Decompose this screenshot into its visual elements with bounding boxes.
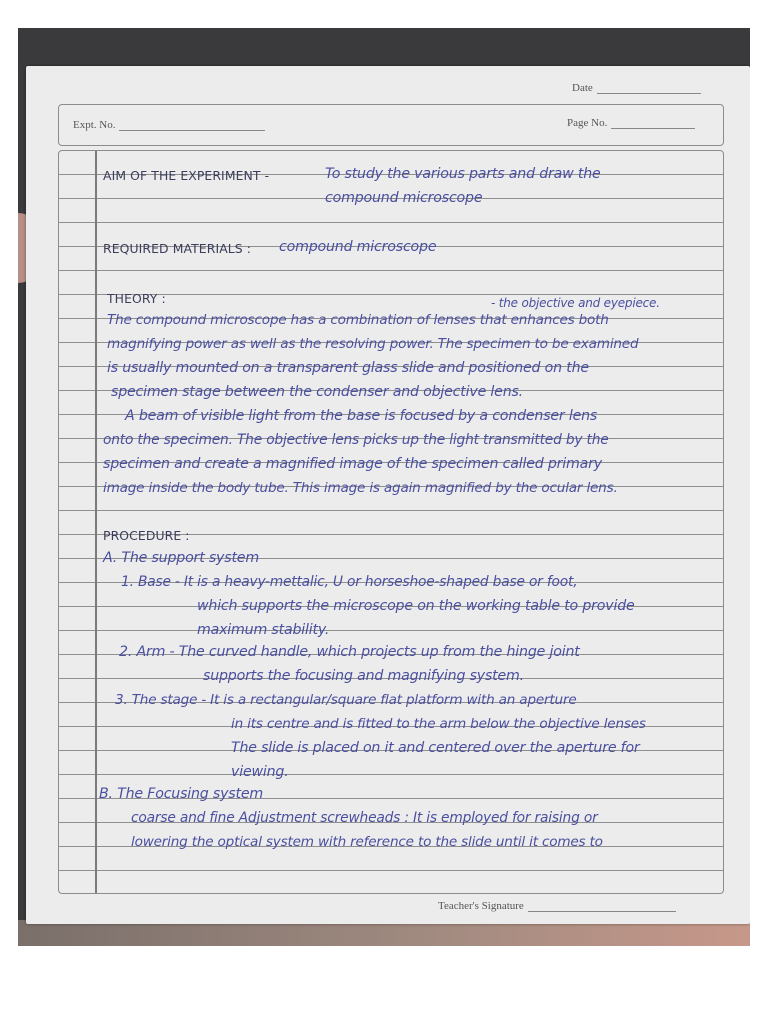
stage-line-3: The slide is placed on it and centered over the aperture for <box>231 740 640 756</box>
aim-text-1: To study the various parts and draw the <box>325 166 601 182</box>
date-field <box>572 82 701 94</box>
page-no-line <box>611 128 695 129</box>
focusing-system-heading: B. The Focusing system <box>99 786 264 802</box>
aim-text-2: compound microscope <box>325 190 483 206</box>
header-box <box>58 104 724 146</box>
photo-frame <box>18 28 750 946</box>
theory-insertion: - the objective and eyepiece. <box>491 296 660 310</box>
arm-line-2: supports the focusing and magnifying system. <box>203 668 524 684</box>
procedure-label: PROCEDURE : <box>103 528 190 543</box>
expt-line <box>119 130 265 131</box>
teacher-signature-line <box>528 911 676 912</box>
theory-line-5: A beam of visible light from the base is focused by a condenser lens <box>125 408 598 424</box>
theory-line-8: image inside the body tube. This image is again magnified by the ocular lens. <box>103 480 618 496</box>
stage-line-1: 3. The stage - It is a rectangular/square flat platform with an aperture <box>115 692 577 708</box>
expt-field <box>73 119 265 131</box>
theory-line-7: specimen and create a magnified image of the specimen called primary <box>103 456 602 472</box>
required-value: compound microscope <box>279 239 437 255</box>
theory-line-2: magnifying power as well as the resolving power. The specimen to be examined <box>107 336 639 352</box>
stage-line-4: viewing. <box>231 764 289 780</box>
theory-label: THEORY : <box>107 291 166 306</box>
base-line-1: 1. Base - It is a heavy-mettalic, U or horseshoe-shaped base or foot, <box>121 574 578 590</box>
page-no-label: Page No. <box>567 117 608 129</box>
required-label: REQUIRED MATERIALS : <box>103 241 252 256</box>
base-line-2: which supports the microscope on the working table to provide <box>197 598 635 614</box>
page-no-field <box>567 117 695 129</box>
base-line-3: maximum stability. <box>197 622 330 638</box>
margin-line <box>95 151 97 893</box>
aim-label: AIM OF THE EXPERIMENT - <box>103 168 270 183</box>
focusing-line-1: coarse and fine Adjustment screwheads : It is employed for raising or <box>131 810 598 826</box>
focusing-line-2: lowering the optical system with reference to the slide until it comes to <box>131 834 603 850</box>
stage-line-2: in its centre and is fitted to the arm below the objective lenses <box>231 716 646 732</box>
theory-line-1: The compound microscope has a combination of lenses that enhances both <box>107 312 609 328</box>
theory-line-3: is usually mounted on a transparent glass slide and positioned on the <box>107 360 589 376</box>
theory-line-6: onto the specimen. The objective lens picks up the light transmitted by the <box>103 432 609 448</box>
ruled-area <box>58 150 724 894</box>
support-system-heading: A. The support system <box>103 550 259 566</box>
notebook-page <box>26 66 750 924</box>
teacher-signature-field <box>438 900 676 912</box>
arm-line-1: 2. Arm - The curved handle, which projects up from the hinge joint <box>119 644 580 660</box>
expt-label: Expt. No. <box>73 119 116 131</box>
date-line <box>597 93 701 94</box>
theory-line-4: specimen stage between the condenser and objective lens. <box>111 384 523 400</box>
date-label: Date <box>572 82 593 94</box>
teacher-signature-label: Teacher's Signature <box>438 900 524 912</box>
